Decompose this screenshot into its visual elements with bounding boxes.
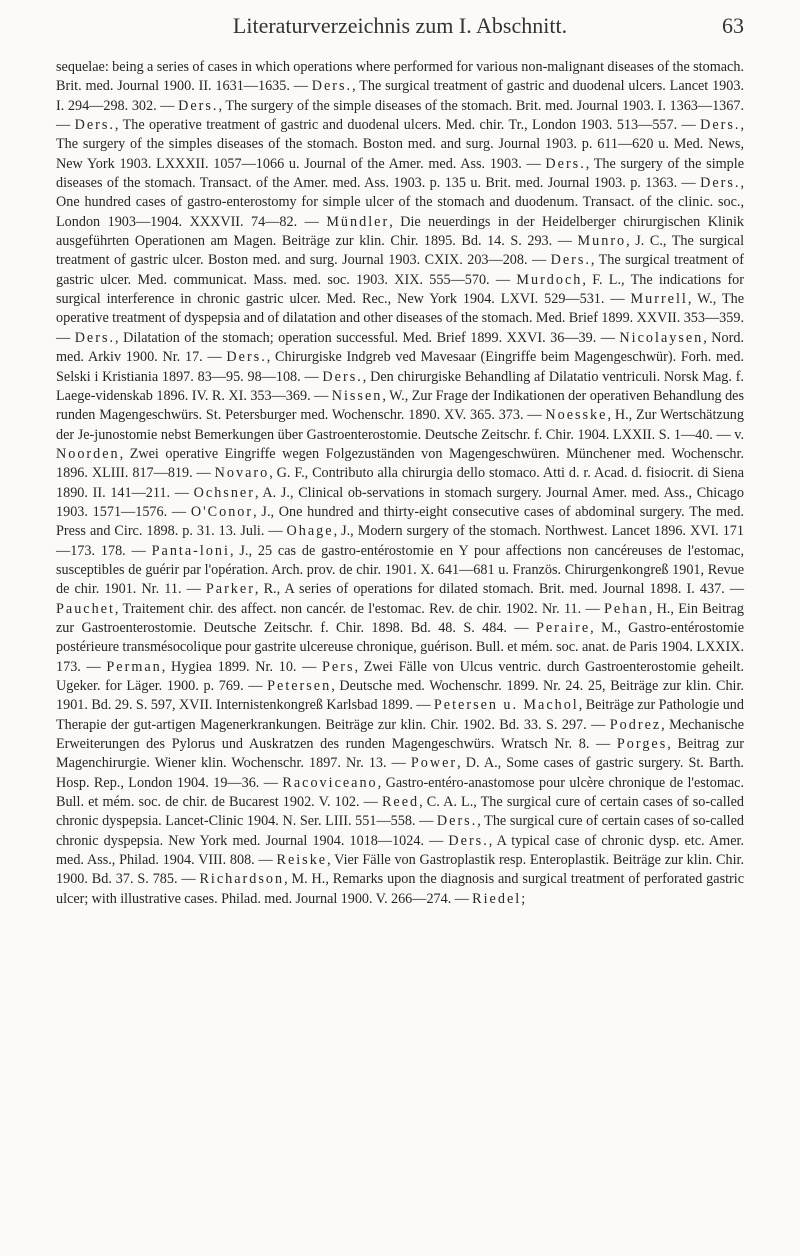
author-name: Ders.	[448, 832, 489, 849]
author-name: Ders.	[700, 175, 741, 192]
author-name: Ders.	[226, 349, 267, 366]
author-name: Perman	[106, 658, 162, 675]
author-name: Petersen u. Machol	[433, 697, 579, 714]
citation-text: , Traitement chir. des affect. non cancér. de l'estomac. Rev. de chir. 1902. Nr. 11. —	[114, 600, 605, 617]
author-name: Murdoch	[516, 271, 583, 288]
citation-text: , M., Gastro-entérostomie postérieure transmésocolique pour gastrite ulcereuse chronique, guérison. Bull. et mém. soc. anat. de Paris 1904. LXXIX. 173. —	[56, 619, 745, 675]
citation-text: , The surgical treatment of gastric ulcer. Med. communicat. Mass. med. soc. 1903. XIX. 555—570. —	[56, 252, 744, 288]
citation-text: ;	[521, 890, 526, 907]
author-name: Ders.	[545, 155, 586, 172]
author-name: Ders.	[550, 252, 591, 269]
citation-text: , Nord. med. Arkiv 1900. Nr. 17. —	[56, 329, 744, 366]
citation-text: , The surgical treatment of gastric and duodenal ulcers. Lancet 1903. I. 294—298. 302. —	[56, 78, 745, 114]
author-name: Petersen	[267, 678, 332, 694]
citation-text: , J., 25 cas de gastro-entérostomie en Y pour affections non cancéreuses de l'estomac, susceptibles de guérir par l'opération. Arch. prov. de chir. 1901. X. 641—681 u. Französ. Chirurgenkongreß 1901, Revue de chir. 1901. Nr. 11. —	[56, 542, 744, 598]
author-name: O'Conor	[190, 503, 254, 520]
citation-text: , H., Ein Beitrag zur Gastroenterostomie. Deutsche Zeitschr. f. Chir. 1898. Bd. 48. S. 484. —	[56, 600, 744, 636]
running-head-title: Literaturverzeichnis zum I. Abschnitt.	[232, 13, 568, 38]
author-name: Munro	[577, 233, 627, 250]
citation-text: sequelae: being a series of cases in which operations where performed for various non-malignant diseases of the stomach. Brit. med. Journal 1900. II. 1631—1635. —	[56, 59, 744, 95]
author-name: Pers	[322, 658, 355, 675]
author-name: Podrez	[609, 716, 662, 733]
citation-text: , The surgical cure of certain cases of so-called chronic dyspepsia. New York med. Journal 1904. 1018—1024. —	[56, 813, 745, 849]
author-name: Noorden	[56, 445, 120, 462]
author-name: Riedel	[472, 890, 522, 907]
citation-text: , Zwei operative Eingriffe wegen Folgezuständen von Magengeschwüren. Münchener med. Wochenschr. 1896. XLIII. 817—819. —	[56, 445, 744, 482]
author-name: Parker	[205, 581, 255, 598]
citation-text: , Dilatation of the stomach; operation successful. Med. Brief 1899. XXVI. 36—39. —	[115, 329, 620, 346]
citation-text: , Chirurgiske Indgreb ved Mavesaar (Eingriffe beim Magengeschwür). Forh. med. Selski i Kristiania 1897. 83—95. 98—108. —	[56, 349, 744, 385]
citation-text: , J., Modern surgery of the stomach. Northwest. Lancet 1896. XVI. 171—173. 178. —	[56, 523, 744, 559]
author-name: Ders.	[74, 117, 115, 134]
author-name: Power	[410, 755, 458, 772]
author-name: Reed	[381, 794, 420, 811]
author-name: Nissen	[331, 387, 383, 404]
citation-text: , W., Zur Frage der Indikationen der operativen Behandlung des runden Magengeschwürs. St. Petersburger med. Wochenschr. 1890. XV. 365. 373. —	[56, 387, 744, 424]
citation-text: , J., One hundred and thirty-eight consecutive cases of abdominal surgery. The med. Press and Circ. 1898. p. 31. 13. Juli. —	[56, 503, 744, 540]
citation-text: , Mechanische Erweiterungen des Pylorus und Auskratzen des runden Magengeschwürs. Wratsch Nr. 8. —	[56, 716, 744, 753]
author-name: Mündler	[326, 213, 390, 230]
citation-text: , M. H., Remarks upon the diagnosis and surgical treatment of perforated gastric ulcer; with illustrative cases. Philad. med. Journal 1900. V. 266—274. —	[56, 871, 744, 907]
author-name: Porges	[616, 736, 668, 753]
citation-text: , Beitrag zur Magenchirurgie. Wiener klin. Wochenschr. 1897. Nr. 13. —	[56, 736, 744, 772]
citation-text: , Zwei Fälle von Ulcus ventric. durch Gastroenterostomie geheilt. Ugeker. for Läger. 1900. p. 769. —	[56, 658, 744, 694]
bibliography-text	[56, 58, 744, 909]
author-name: Ders.	[322, 368, 363, 385]
citation-text: , Gastro-entéro-anastomose pour ulcère chronique de l'estomac. Bull. et mém. soc. de chir. de Bucarest 1902. V. 102. —	[56, 774, 744, 811]
citation-text: , F. L., The indications for surgical interference in chronic gastric ulcer. Med. Rec., New York 1904. LXVI. 529—531. —	[56, 271, 744, 308]
author-name: Racoviceano	[282, 774, 378, 791]
page-number: 63	[722, 13, 744, 38]
citation-text: , H., Zur Wertschätzung der Je-junostomie nebst Bemerkungen über Gastroenterostomie. Deutsche Zeitschr. f. Chir. 1904. LXXII. S. 1—40. — v.	[56, 407, 744, 443]
author-name: Richardson	[199, 871, 285, 888]
citation-text: , The operative treatment of gastric and duodenal ulcers. Med. chir. Tr., London 1903. 513—557. —	[114, 117, 701, 134]
citation-text: , C. A. L., The surgical cure of certain cases of so-called chronic dyspepsia. Lancet-Clinic 1904. N. Ser. LIII. 551—558. —	[56, 794, 744, 830]
author-name: Peraire	[535, 619, 591, 636]
citation-text: , Vier Fälle von Gastroplastik resp. Enteroplastik. Beiträge zur klin. Chir. 1900. Bd. 37. S. 785. —	[56, 852, 745, 888]
citation-text: , D. A., Some cases of gastric surgery. St. Barth. Hosp. Rep., London 1904. 19—36. —	[56, 755, 744, 791]
citation-text: , The surgery of the simple diseases of the stomach. Transact. of the Amer. med. Ass. 1903. p. 135 u. Brit. med. Journal 1903. p. 1363. —	[56, 155, 745, 192]
author-name: Ders.	[311, 78, 353, 95]
citation-text: , A. J., Clinical ob-servations in stomach surgery. Journal Amer. med. Ass., Chicago 1903. 1571—1576. —	[56, 484, 744, 520]
author-name: Ders.	[436, 813, 478, 830]
author-name: Noesske	[545, 407, 608, 424]
author-name: Panta-loni	[151, 542, 230, 559]
author-name: Ders.	[178, 97, 219, 114]
citation-text: , Den chirurgiske Behandling af Dilatatio ventriculi. Norsk Mag. f. Laege-videnskab 1896. IV. R. XI. 353—369. —	[56, 368, 744, 404]
author-name: Nicolaysen	[619, 329, 704, 346]
author-name: Ders.	[74, 329, 116, 346]
citation-text: , Hygiea 1899. Nr. 10. —	[161, 658, 323, 675]
citation-text: , G. F., Contributo alla chirurgia dello stomaco. Atti d. r. Acad. d. fisiocrit. di Siena 1890. II. 141—211. —	[56, 465, 744, 501]
citation-text: , J. C., The surgical treatment of gastric ulcer. Boston med. and surg. Journal 1903. CXIX. 203—208. —	[56, 233, 745, 269]
citation-text: , W., The operative treatment of dyspepsia and of dilatation and other diseases of the stomach. Med. Brief 1899. XXVII. 353—359. —	[56, 291, 744, 346]
citation-text: , Deutsche med. Wochenschr. 1899. Nr. 24. 25, Beiträge zur klin. Chir. 1901. Bd. 29. S. 597, XVII. Internistenkongreß Karlsbad 1899. —	[56, 678, 744, 714]
citation-text: , The surgery of the simples diseases of the stomach. Boston med. and surg. Journal 1903. p. 611—620 u. Med. News, New York 1903. LXXXII. 1057—1066 u. Journal of the Amer. med. Ass. 1903. —	[56, 117, 744, 172]
citation-text: , The surgery of the simple diseases of the stomach. Brit. med. Journal 1903. I. 1363—1367. —	[56, 97, 744, 134]
author-name: Murrell	[630, 291, 688, 308]
citation-text: , Die neuerdings in der Heidelberger chirurgischen Klinik ausgeführten Operationen am Magen. Beiträge zur klin. Chir. 1895. Bd. 14. S. 293. —	[56, 213, 744, 250]
author-name: Ohage	[286, 523, 334, 540]
author-name: Ders.	[700, 117, 741, 134]
citation-text: , A typical case of chronic dysp. etc. Amer. med. Ass., Philad. 1904. VIII. 808. —	[56, 832, 744, 869]
citation-text: , Beiträge zur Pathologie und Therapie der gut-artigen Magenerkrankungen. Beiträge zur klin. Chir. 1902. Bd. 33. S. 297. —	[56, 697, 744, 733]
author-name: Pauchet	[56, 600, 115, 617]
author-name: Pehan	[604, 600, 649, 617]
author-name: Reiske	[276, 852, 328, 869]
author-name: Ochsner	[193, 484, 255, 501]
citation-text: , R., A series of operations for dilated stomach. Brit. med. Journal 1898. I. 437. —	[254, 581, 745, 598]
author-name: Novaro	[214, 465, 270, 482]
citation-text: , One hundred cases of gastro-enterostomy for simple ulcer of the stomach and duodenum. Transact. of the clinic. soc., London 1903—1904. XXXVII. 74—82. —	[56, 175, 744, 230]
running-head	[56, 12, 744, 40]
